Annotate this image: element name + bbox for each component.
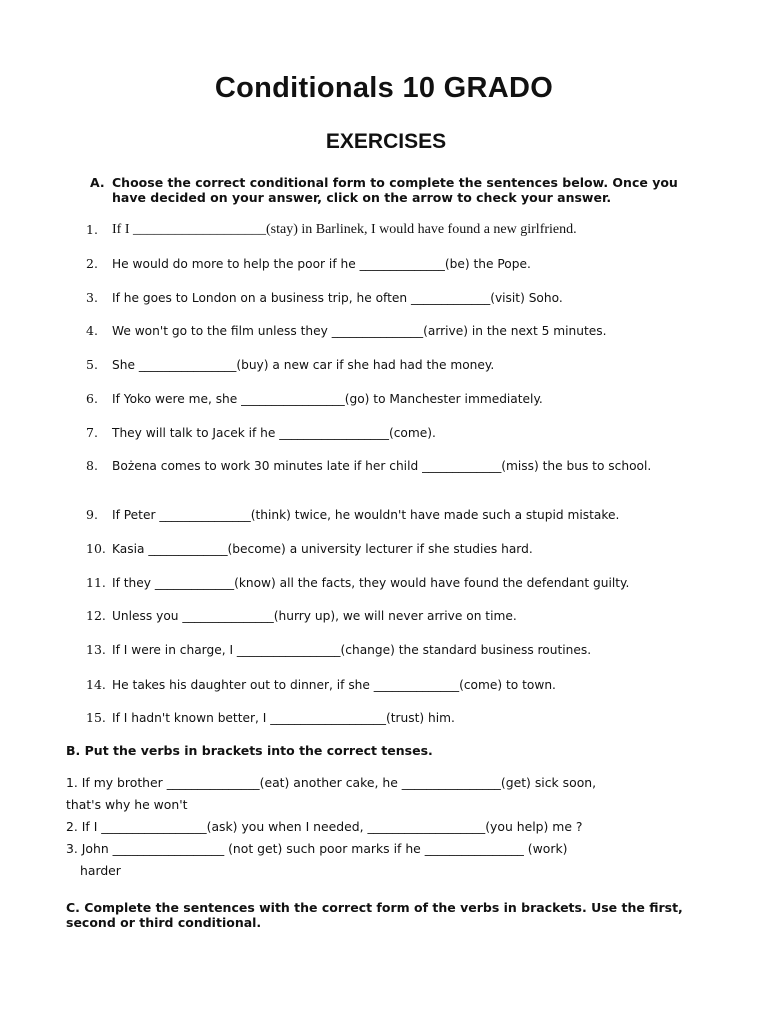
exercise-item <box>86 290 696 306</box>
section-b-line: 3. John __________________ (not get) such poor marks if he ________________ (work) <box>66 841 568 856</box>
exercise-number: 2. <box>86 256 98 271</box>
exercise-number: 6. <box>86 391 98 406</box>
exercise-text: If I were in charge, I _________________(change) the standard business routines. <box>112 643 592 657</box>
exercise-text: If he goes to London on a business trip, he often _____________(visit) Soho. <box>112 291 563 305</box>
exercise-number: 11. <box>86 575 106 590</box>
exercise-text: He takes his daughter out to dinner, if she ______________(come) to town. <box>112 678 556 692</box>
exercise-number: 3. <box>86 290 98 305</box>
exercise-item <box>86 710 696 726</box>
exercise-number: 15. <box>86 710 106 725</box>
exercise-number: 13. <box>86 642 106 657</box>
exercise-item <box>86 323 696 339</box>
exercise-text: Unless you _______________(hurry up), we will never arrive on time. <box>112 609 517 623</box>
section-b-line: 2. If I _________________(ask) you when I needed, ___________________(you help) me ? <box>66 819 583 834</box>
exercise-number: 12. <box>86 608 106 623</box>
exercise-item <box>86 256 696 272</box>
section-a-letter: A. <box>90 175 105 190</box>
exercise-text: Kasia _____________(become) a university lecturer if she studies hard. <box>112 542 533 556</box>
exercise-text: He would do more to help the poor if he ______________(be) the Pope. <box>112 257 531 271</box>
section-c-heading: C. Complete the sentences with the correct form of the verbs in brackets. Use the first, second or third conditional. <box>66 900 683 930</box>
exercise-number: 7. <box>86 425 98 440</box>
exercise-item <box>86 391 696 407</box>
section-b-line: 1. If my brother _______________(eat) another cake, he ________________(get) sick soon, <box>66 775 597 790</box>
exercise-text: They will talk to Jacek if he __________________(come). <box>112 426 436 440</box>
exercise-item <box>86 458 696 474</box>
exercise-item <box>86 507 696 523</box>
exercise-number: 8. <box>86 458 98 473</box>
section-a-text: Choose the correct conditional form to complete the sentences below. Once you have decided on your answer, click on the arrow to check your answer. <box>112 175 678 205</box>
exercise-text: If they _____________(know) all the facts, they would have found the defendant guilty. <box>112 576 630 590</box>
exercise-item <box>86 677 696 693</box>
section-b-line-continued: harder <box>80 863 121 878</box>
exercise-number: 9. <box>86 507 98 522</box>
exercise-text: If I hadn't known better, I ___________________(trust) him. <box>112 711 455 725</box>
page-title: Conditionals 10 GRADO <box>214 72 554 104</box>
exercise-text: Bożena comes to work 30 minutes late if her child _____________(miss) the bus to school. <box>112 459 652 473</box>
exercise-text: If I ___________________(stay) in Barlinek, I would have found a new girlfriend. <box>112 222 577 237</box>
exercise-number: 1. <box>86 222 98 237</box>
section-b-line-continued: that's why he won't <box>66 797 188 812</box>
exercise-item <box>86 222 696 238</box>
exercise-number: 4. <box>86 323 98 338</box>
exercise-number: 5. <box>86 357 98 372</box>
exercise-item <box>86 608 696 624</box>
exercise-item <box>86 357 696 373</box>
section-a-instruction <box>90 175 710 205</box>
page-subtitle: EXERCISES <box>325 130 447 153</box>
exercise-text: We won't go to the film unless they _______________(arrive) in the next 5 minutes. <box>112 324 607 338</box>
exercise-item <box>86 642 696 658</box>
section-b-item <box>66 816 706 838</box>
exercise-number: 14. <box>86 677 106 692</box>
section-b-heading: B. Put the verbs in brackets into the correct tenses. <box>66 743 433 758</box>
exercise-text: If Yoko were me, she _________________(go) to Manchester immediately. <box>112 392 543 406</box>
section-b-item <box>66 838 706 882</box>
exercise-text: If Peter _______________(think) twice, he wouldn't have made such a stupid mistake. <box>112 508 620 522</box>
exercise-text: She ________________(buy) a new car if she had had the money. <box>112 358 495 372</box>
exercise-item <box>86 541 696 557</box>
exercise-item <box>86 425 696 441</box>
exercise-item <box>86 575 696 591</box>
section-b-item <box>66 772 706 816</box>
exercise-number: 10. <box>86 541 106 556</box>
